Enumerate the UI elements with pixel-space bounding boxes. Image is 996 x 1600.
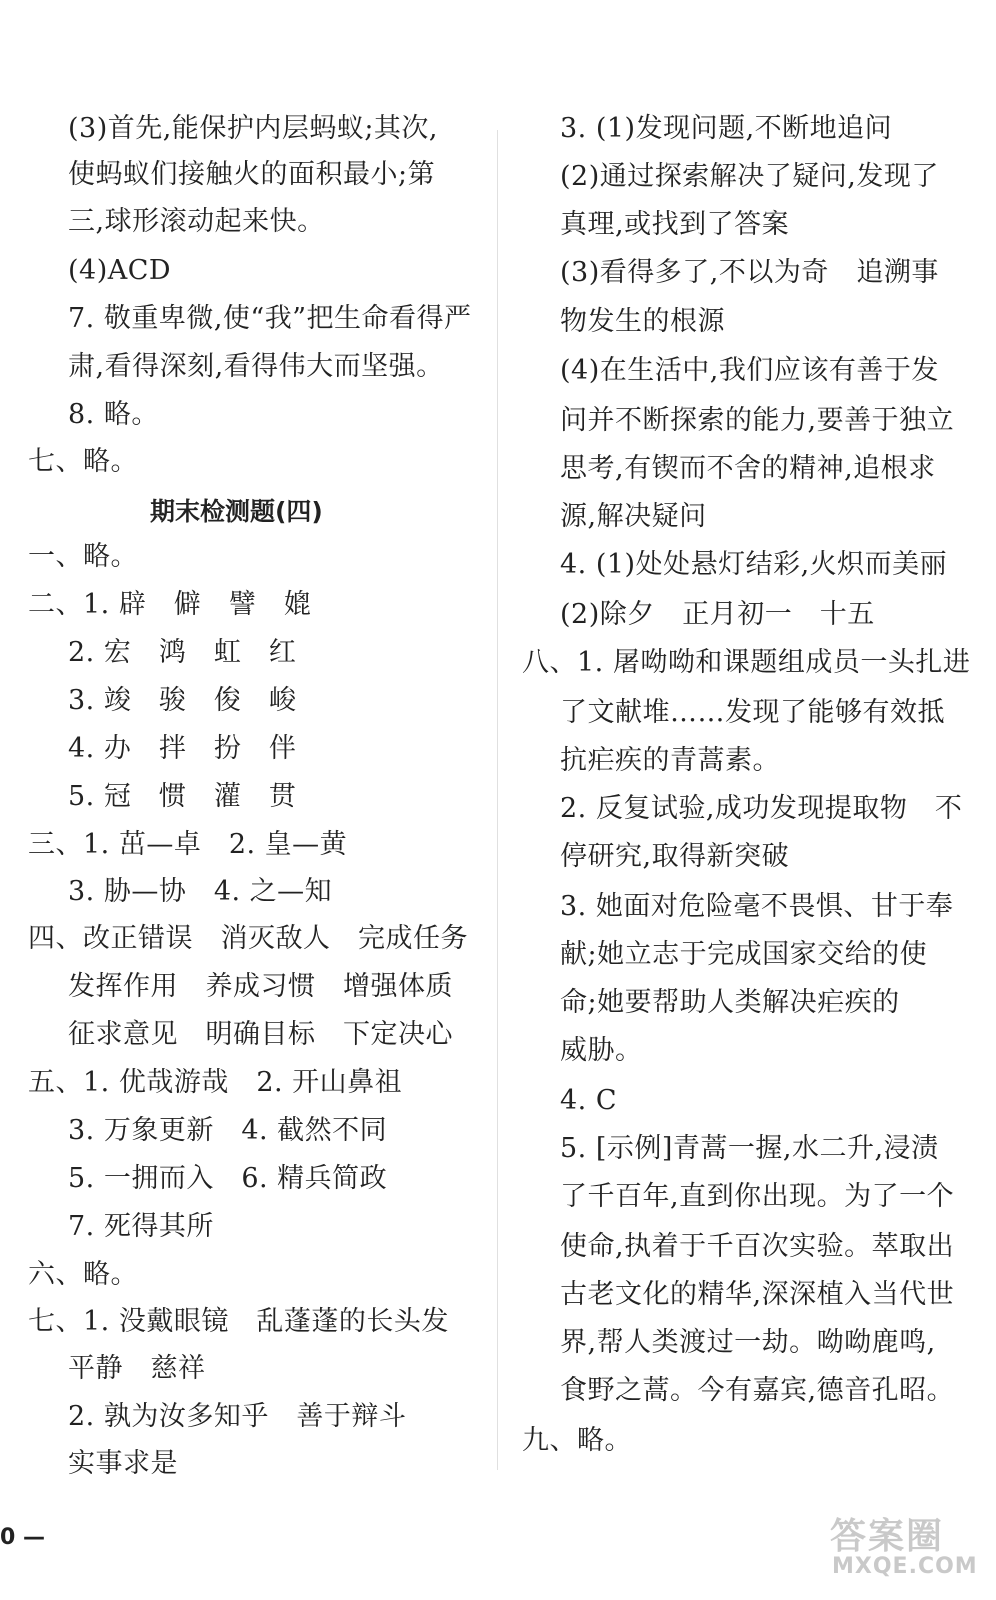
answer-line: 3. 她面对危险毫不畏惧、甘于奉 [560, 891, 954, 922]
answer-line: 问并不断探索的能力,要善于独立 [560, 405, 955, 436]
answer-line: 2. 孰为汝多知乎 善于辩斗 [68, 1401, 407, 1432]
answer-line: (2)除夕 正月初一 十五 [560, 599, 875, 630]
answer-line: 真理,或找到了答案 [560, 209, 790, 240]
answer-line: 使命,执着于千百次实验。萃取出 [560, 1231, 955, 1262]
answer-line: 7. 死得其所 [68, 1211, 214, 1242]
answer-line: 平静 慈祥 [68, 1353, 206, 1384]
answer-line: 4. (1)处处悬灯结彩,火炽而美丽 [560, 549, 948, 580]
answer-line: 2. 宏 鸿 虹 红 [68, 637, 297, 668]
answer-line: 思考,有锲而不舍的精神,追根求 [560, 453, 936, 484]
answer-line: 3. 胁—协 4. 之—知 [68, 876, 333, 907]
answer-line: 三,球形滚动起来快。 [68, 206, 325, 237]
page-number: 0 — [0, 1525, 45, 1550]
answer-line: 4. 办 拌 扮 伴 [68, 733, 297, 764]
answer-line: 7. 敬重卑微,使“我”把生命看得严 [68, 303, 472, 334]
answer-line: 停研究,取得新突破 [560, 841, 790, 872]
answer-line: 实事求是 [68, 1448, 178, 1479]
answer-line: 五、1. 优哉游哉 2. 开山鼻祖 [28, 1067, 403, 1098]
answer-line: 5. 冠 惯 灌 贯 [68, 781, 297, 812]
answer-line: 命;她要帮助人类解决疟疾的 [560, 987, 900, 1018]
answer-line: 8. 略。 [68, 399, 159, 430]
answer-line: 4. C [560, 1085, 618, 1116]
answer-line: (4)在生活中,我们应该有善于发 [560, 355, 939, 386]
answer-line: 3. 万象更新 4. 截然不同 [68, 1115, 388, 1146]
answer-line: (2)通过探索解决了疑问,发现了 [560, 161, 939, 192]
section-label: 六、略。 [28, 1259, 138, 1290]
answer-line: 二、1. 辟 僻 譬 媲 [28, 589, 312, 620]
column-divider [497, 130, 498, 1470]
answer-line: 界,帮人类渡过一劫。呦呦鹿鸣, [560, 1327, 936, 1358]
answer-line: 古老文化的精华,深深植入当代世 [560, 1279, 955, 1310]
answer-line: 了千百年,直到你出现。为了一个 [560, 1181, 955, 1212]
answer-line: 征求意见 明确目标 下定决心 [68, 1019, 453, 1050]
watermark-logo [830, 1508, 980, 1588]
answer-line: 了文献堆……发现了能够有效抵 [560, 697, 945, 728]
answer-line: 肃,看得深刻,看得伟大而坚强。 [68, 351, 444, 382]
answer-line: 三、1. 茁—卓 2. 皇—黄 [28, 829, 348, 860]
section-heading: 期末检测题(四) [150, 497, 323, 526]
section-label: 七、略。 [28, 446, 138, 477]
answer-line: 八、1. 屠呦呦和课题组成员一头扎进 [522, 647, 971, 678]
answer-line: 四、改正错误 消灭敌人 完成任务 [28, 923, 468, 954]
answer-line: 3. (1)发现问题,不断地追问 [560, 113, 893, 144]
answer-line: 发挥作用 养成习惯 增强体质 [68, 971, 453, 1002]
answer-line: (3)首先,能保护内层蚂蚁;其次, [68, 113, 439, 144]
answer-line: 源,解决疑问 [560, 501, 707, 532]
answer-line: 献;她立志于完成国家交给的使 [560, 939, 928, 970]
answer-line: 5. [示例]青蒿一握,水二升,浸渍 [560, 1133, 939, 1164]
answer-line: 5. 一拥而入 6. 精兵简政 [68, 1163, 388, 1194]
answer-line: 3. 竣 骏 俊 峻 [68, 685, 297, 716]
answer-line: (4)ACD [68, 255, 172, 286]
watermark-url: MXQE.COM [832, 1554, 978, 1579]
answer-line: 抗疟疾的青蒿素。 [560, 745, 780, 776]
answer-line: (3)看得多了,不以为奇 追溯事 [560, 257, 939, 288]
answer-line: 物发生的根源 [560, 306, 725, 337]
section-label: 九、略。 [522, 1425, 632, 1456]
answer-line: 威胁。 [560, 1035, 643, 1066]
answer-line: 2. 反复试验,成功发现提取物 不 [560, 793, 963, 824]
section-label: 一、略。 [28, 541, 138, 572]
answer-line: 七、1. 没戴眼镜 乱蓬蓬的长头发 [28, 1306, 449, 1337]
answer-line: 食野之蒿。今有嘉宾,德音孔昭。 [560, 1375, 955, 1406]
answer-line: 使蚂蚁们接触火的面积最小;第 [68, 159, 436, 190]
watermark-text: 答案圈 [830, 1516, 945, 1557]
